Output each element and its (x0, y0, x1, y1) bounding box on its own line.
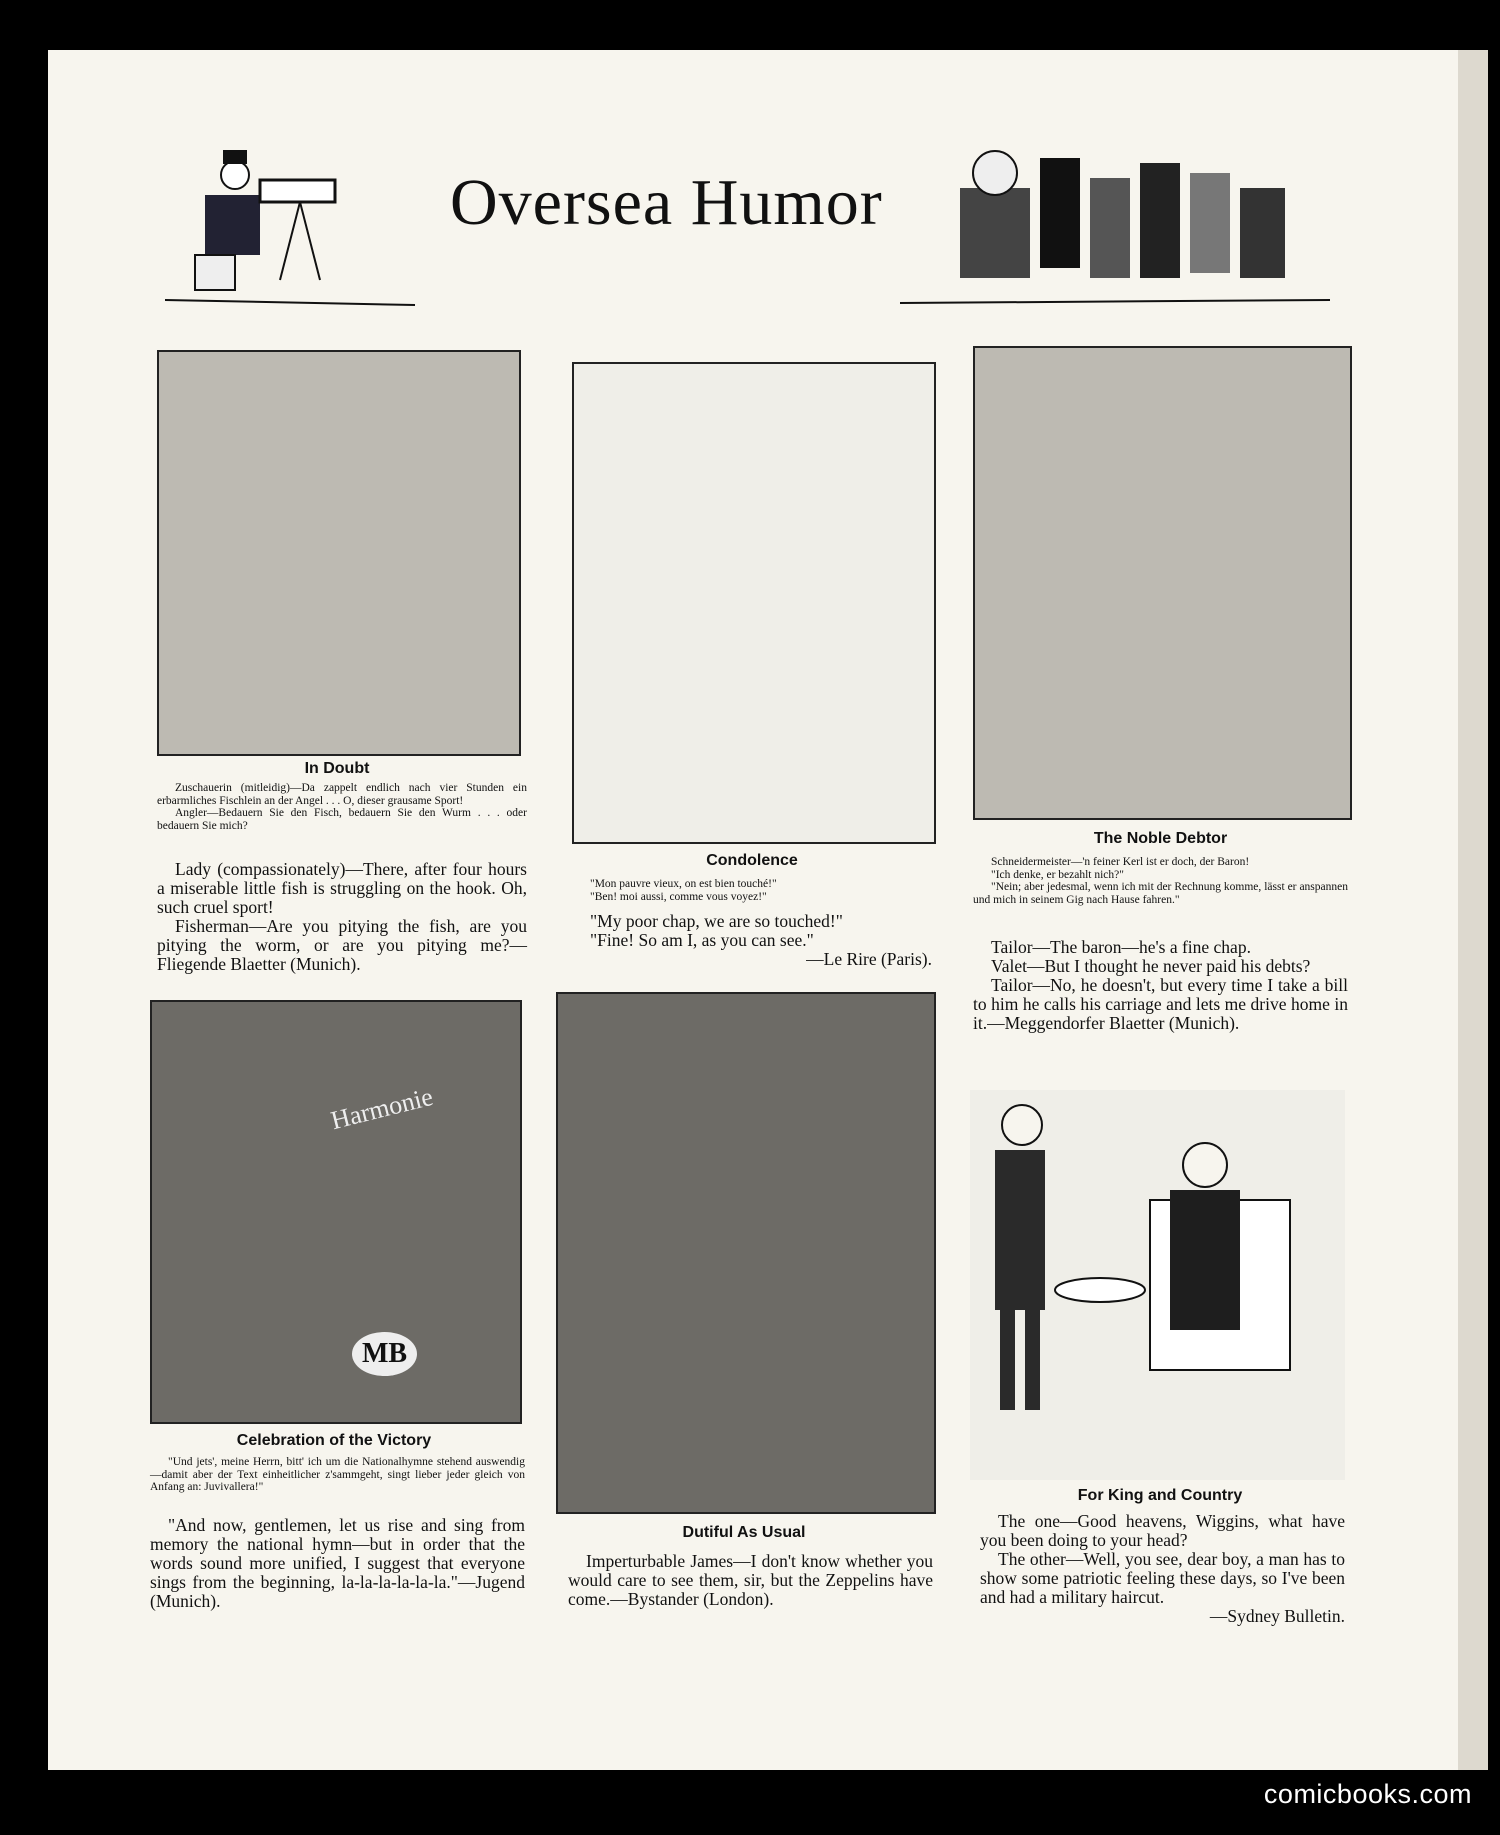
english-line: The one—Good heavens, Wiggins, what have you been doing to your head? (980, 1511, 1345, 1550)
for-king-and-country-illustration (970, 1090, 1345, 1480)
english-line: The other—Well, you see, dear boy, a man has to show some patriotic feeling these days, so I've been and had a military haircut. (980, 1549, 1345, 1607)
english-translation (150, 1516, 525, 1611)
beer-mug-label: MB (352, 1332, 417, 1376)
german-text (973, 856, 1348, 906)
english-line: "And now, gentlemen, let us rise and sing from memory the national hymn—but in order that the words sound more unified, I suggest that everyone sings from the beginning, la-la-la-la-la-la."—Jugend (Munich). (150, 1515, 525, 1611)
celebration-illustration (150, 1000, 522, 1424)
cartoon-caption: The Noble Debtor (1093, 830, 1228, 847)
uncle-sam-telescope-illustration (165, 150, 425, 310)
in-doubt-illustration (157, 350, 521, 756)
english-line: "My poor chap, we are so touched!" (590, 911, 843, 931)
english-line: Imperturbable James—I don't know whether you would care to see them, sir, but the Zeppelins have come.—Bystander (London). (568, 1551, 933, 1609)
french-line: "Ben! moi aussi, comme vous voyez!" (590, 890, 767, 903)
noble-debtor-illustration (973, 346, 1352, 820)
harmonie-sign: Harmonie (327, 1081, 436, 1136)
cartoon-caption: Celebration of the Victory (236, 1432, 432, 1449)
german-line: "Ich denke, er bezahlt nich?" (991, 868, 1124, 881)
english-line: Tailor—The baron—he's a fine chap. (991, 937, 1251, 957)
english-translation (980, 1512, 1345, 1626)
german-line: Zuschauerin (mitleidig)—Da zappelt endlich nach vier Stunden ein erbarmliches Fischlein an der Angel . . . O, dieser grausame Sport! (157, 782, 527, 807)
english-line: Tailor—No, he doesn't, but every time I take a bill to him he calls his carriage and lets me drive home in it.—Meggendorfer Blaetter (Munich). (973, 975, 1348, 1033)
facing-page-edge (1458, 50, 1488, 1770)
german-line: "Nein; aber jedesmal, wenn ich mit der Rechnung komme, lässt er anspannen und mich in seinem Gig nach Hause fahren." (973, 881, 1348, 906)
german-text (150, 1456, 525, 1494)
english-line: Fisherman—Are you pitying the fish, are you pitying the worm, or are you pitying me?—Fliegende Blaetter (Munich). (157, 916, 527, 974)
dutiful-as-usual-illustration (556, 992, 936, 1514)
site-watermark: comicbooks.com (1263, 1779, 1472, 1809)
cartoon-caption: In Doubt (304, 760, 370, 777)
french-line: "Mon pauvre vieux, on est bien touché!" (590, 878, 777, 890)
english-line: Lady (compassionately)—There, after four hours a miserable little fish is struggling on the hook. Oh, such cruel sport! (157, 859, 527, 917)
cartoon-caption: For King and Country (1077, 1487, 1243, 1504)
cartoon-caption: Condolence (706, 852, 798, 869)
english-translation (973, 938, 1348, 1033)
french-text (572, 878, 932, 903)
german-line: "Und jets', meine Herrn, bitt' ich um die Nationalhymne stehend auswendig—damit aber der Text einheitlicher z'sammgeht, singt lieber jeder gleich von Anfang an: Juvivallera!" (150, 1456, 525, 1493)
barber-scene-drawing (970, 1090, 1345, 1480)
german-line: Angler—Bedauern Sie den Fisch, bedauern Sie den Wurm . . . oder bedauern Sie mich? (157, 807, 527, 832)
source-credit: —Sydney Bulletin. (1209, 1606, 1345, 1626)
english-translation (568, 1552, 933, 1609)
german-line: Schneidermeister—'n feiner Kerl ist er doch, der Baron! (991, 856, 1250, 868)
source-credit: —Le Rire (Paris). (806, 949, 932, 969)
english-line: Valet—But I thought he never paid his debts? (991, 956, 1311, 976)
condolence-illustration (572, 362, 936, 844)
cartoon-caption: Dutiful As Usual (682, 1524, 806, 1541)
page-title: Oversea Humor (450, 166, 883, 239)
english-translation (157, 860, 527, 974)
crowd-of-foreign-figures-illustration (900, 118, 1340, 318)
english-line: "Fine! So am I, as you can see." (590, 930, 814, 950)
english-translation (572, 912, 932, 969)
german-text (157, 782, 527, 832)
